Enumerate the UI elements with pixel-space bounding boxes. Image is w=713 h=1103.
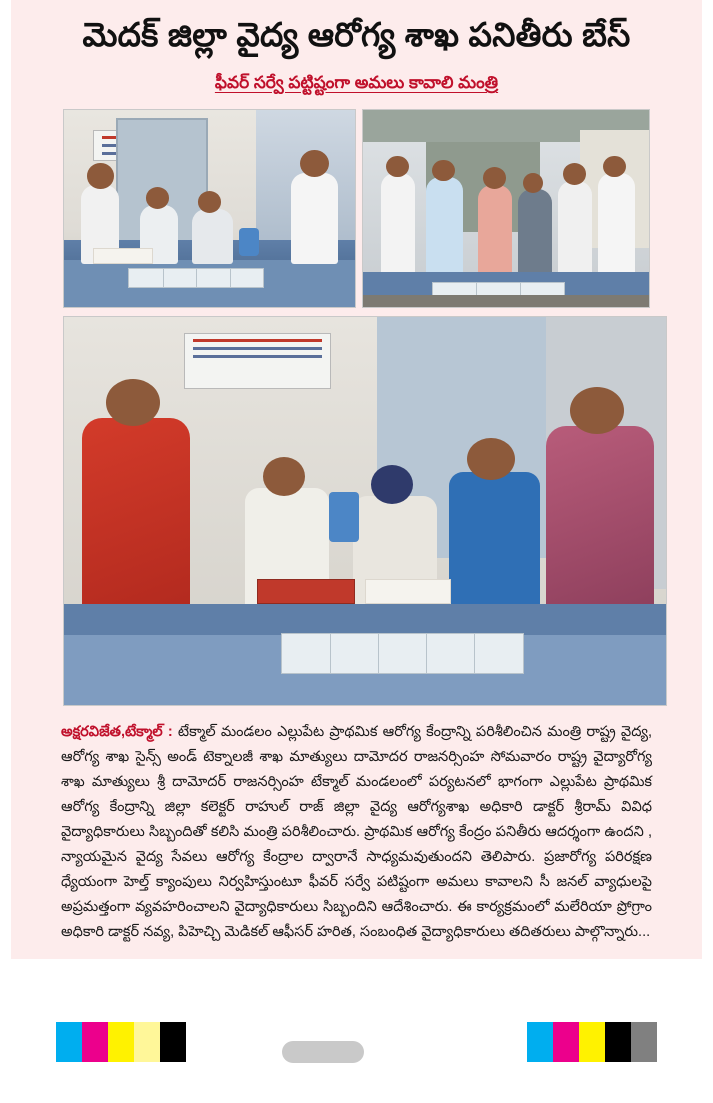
color-swatch [579,1022,605,1062]
byline: అక్షరవిజేత,టేక్మాల్ : [61,724,173,741]
photo-clinic-inspection [63,109,356,308]
photo-scene [64,317,666,705]
color-swatch [108,1022,134,1062]
color-bar-left [56,1022,186,1062]
photo-scene [363,110,649,307]
photo-scene [64,110,355,307]
article-container [11,0,702,959]
color-swatch [605,1022,631,1062]
color-swatch [82,1022,108,1062]
subheadline: ఫీవర్ సర్వే పట్టిష్టంగా అమలు కావాలి మంత్రి [214,73,499,93]
color-swatch [553,1022,579,1062]
photo-row [11,109,702,308]
photo-main-inspection [63,316,667,706]
photo-officials-walking [362,109,650,308]
color-swatch [160,1022,186,1062]
article-body [11,706,702,944]
color-swatch [56,1022,82,1062]
color-bar-right [527,1022,657,1062]
body-paragraph: టేక్మాల్ మండలం ఎల్లుపేట ప్రాథమిక ఆరోగ్య కేంద్రాన్ని పరిశీలించిన మంత్రి రాష్ట్ర వైద్య, ఆరోగ్య శాఖ సైన్స్ అండ్ టెక్నాలజీ శాఖ మాత్యులు దామోదర రాజనర్సింహ సోమవారం రాష్ట్ర వైద్యారోగ్య శాఖ మాత్యులు శ్రీ దామోదర్ రాజనర్సింహ టేక్మాల్ మండలంలో పర్యటనలో భాగంగా ఎల్లుపేట ప్రాథమిక ఆరోగ్య కేంద్రాన్ని జిల్లా కలెక్టర్ రాహుల్ రాజ్ జిల్లా వైద్య ఆరోగ్యశాఖ అధికారి డాక్టర్ శ్రీరామ్ వివిధ వైద్యాధికారులు సిబ్బందితో కలిసి మంత్రి పరిశీలించారు. ప్రాథమిక ఆరోగ్య కేంద్రం పనితీరు ఆదర్శంగా ఉందని , న్యాయమైన వైద్య సేవలు ఆరోగ్య కేంద్రాల ద్వారానే సాధ్యమవుతుందని తెలిపారు. ప్రజారోగ్య పరిరక్షణ ధ్యేయంగా హెల్త్ క్యాంపులు నిర్వహిస్తుంటూ ఫీవర్ సర్వే పటిష్టంగా అమలు కావాలని సీ జనల్ వ్యాధులపై అప్రమత్తంగా వ్యవహరించాలని వైద్యాధికారులు సిబ్బందిని ఆదేశించారు. ఈ కార్యక్రమంలో మలేరియా ప్రోగ్రాం అధికారి డాక్టర్ నవ్య, పిహెచ్చి మెడికల్ ఆఫీసర్ హరిత, సంబంధిత వైద్యాధికారులు తదితరులు పాల్గొన్నారు... [61,724,652,940]
registration-pill [282,1041,364,1063]
print-color-bars [0,1022,713,1068]
color-swatch [527,1022,553,1062]
color-swatch [134,1022,160,1062]
wall-banner [184,333,330,389]
page-title: మెదక్ జిల్లా వైద్య ఆరోగ్య శాఖ పనితీరు బేస్ [82,16,631,53]
color-swatch [631,1022,657,1062]
